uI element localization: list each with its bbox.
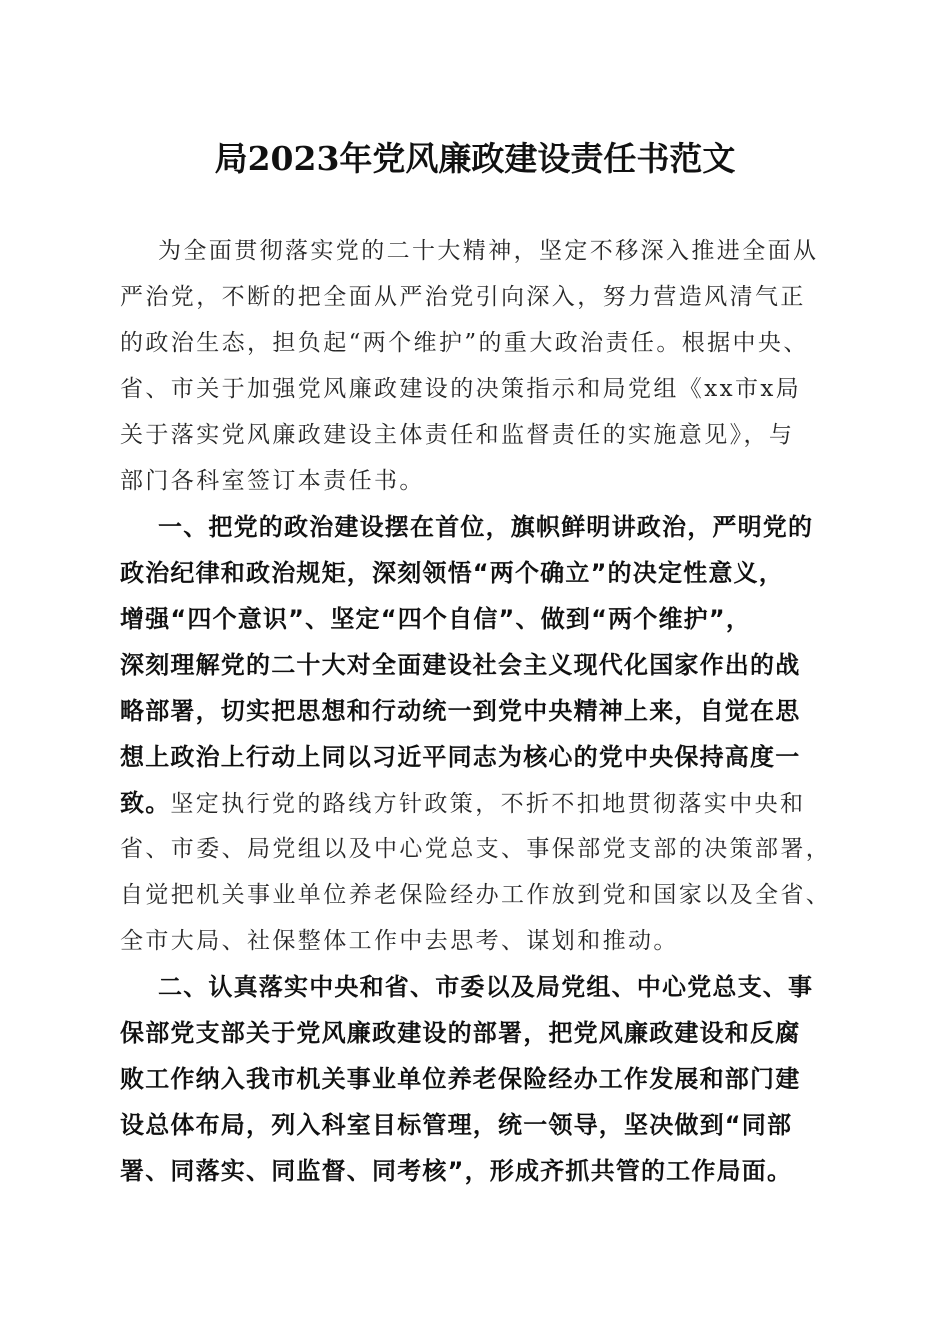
intro-line: 省、市关于加强党风廉政建设的决策指示和局党组《xx市x局	[120, 376, 802, 402]
section1-line: 略部署，切实把思想和行动统一到党中央精神上来，自觉在思	[120, 697, 801, 725]
section1-line: 深刻理解党的二十大对全面建设社会主义现代化国家作出的战	[120, 651, 801, 679]
section1-mixed-line	[120, 781, 840, 825]
intro-line: 关于落实党风廉政建设主体责任和监督责任的实施意见》，与	[120, 422, 795, 448]
section2-line: 保部党支部关于党风廉政建设的部署，把党风廉政建设和反腐	[120, 1019, 801, 1047]
section2-line: 败工作纳入我市机关事业单位养老保险经办工作发展和部门建	[120, 1065, 801, 1093]
section1-light-line: 省、市委、局党组以及中心党总支、事保部党支部的决策部署，	[120, 836, 832, 862]
section1-line: 想上政治上行动上同以习近平同志为核心的党中央保持高度一	[120, 743, 801, 771]
section1-light-line: 全市大局、社保整体工作中去思考、谋划和推动。	[120, 928, 679, 954]
section1-line: 一、把党的政治建设摆在首位，旗帜鲜明讲政治，严明党的	[158, 513, 814, 541]
section1-mixed-bold: 致。	[120, 789, 171, 817]
intro-line: 为全面贯彻落实党的二十大精神，坚定不移深入推进全面从	[158, 238, 819, 264]
intro-line: 严治党，不断的把全面从严治党引向深入，努力营造风清气正	[120, 284, 806, 310]
document-title: 局2023年党风廉政建设责任书范文	[214, 139, 736, 178]
section1-light-line: 自觉把机关事业单位养老保险经办工作放到党和国家以及全省、	[120, 882, 832, 908]
section2-line: 二、认真落实中央和省、市委以及局党组、中心党总支、事	[158, 973, 814, 1001]
section1-line: 政治纪律和政治规矩，深刻领悟“两个确立”的决定性意义，	[120, 559, 784, 587]
section1-mixed-light: 坚定执行党的路线方针政策，不折不扣地贯彻落实中央和	[170, 791, 806, 817]
section1-line: 增强“四个意识”、坚定“四个自信”、做到“两个维护”，	[120, 605, 752, 633]
section2-line: 署、同落实、同监督、同考核”，形成齐抓共管的工作局面。	[120, 1157, 793, 1185]
intro-line: 的政治生态，担负起“两个维护”的重大政治责任。根据中央、	[120, 330, 809, 356]
section2-line: 设总体布局，列入科室目标管理，统一领导，坚决做到“同部	[120, 1111, 793, 1139]
intro-line: 部门各科室签订本责任书。	[120, 468, 425, 494]
